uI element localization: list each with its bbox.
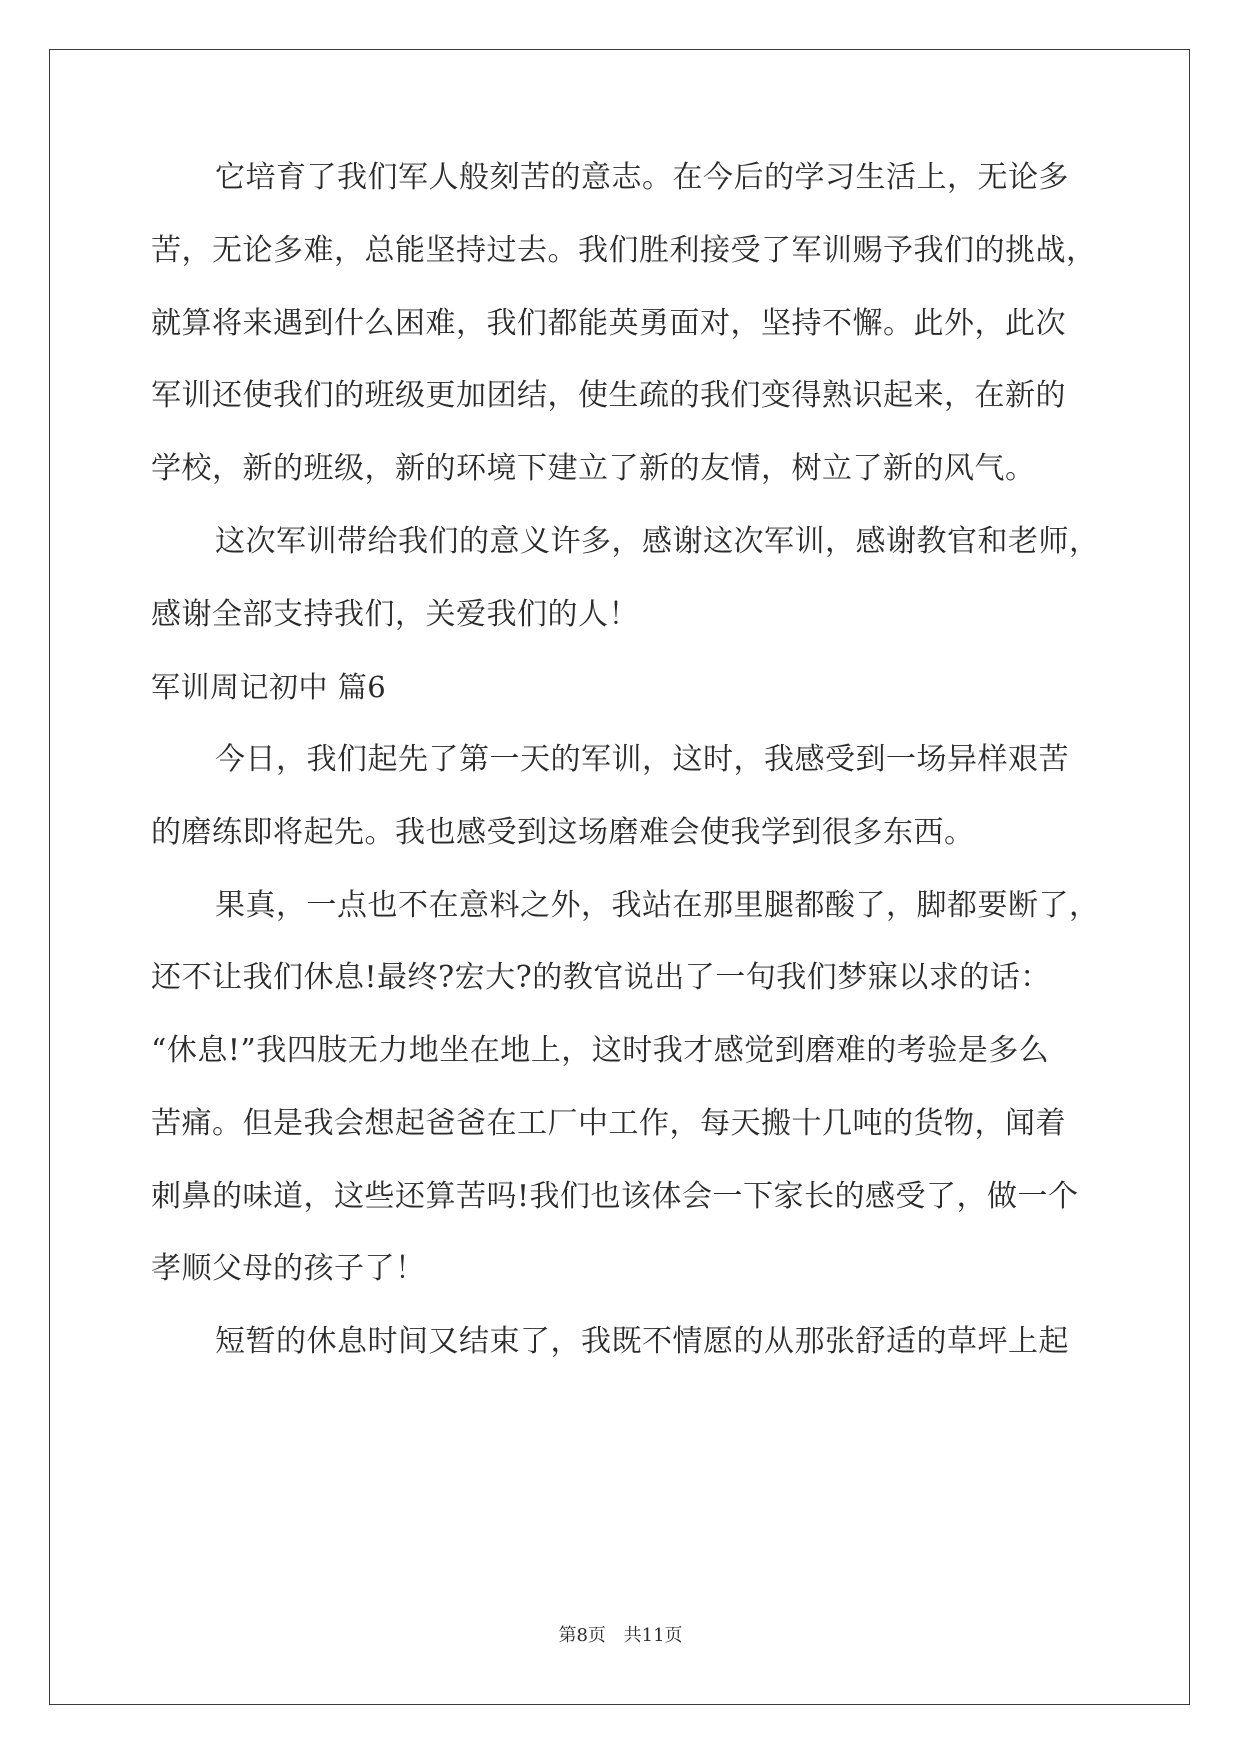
paragraph-line: 短暂的休息时间又结束了，我既不情愿的从那张舒适的草坪上起 bbox=[215, 1324, 1069, 1359]
paragraph-line: 刺鼻的味道，这些还算苦吗!我们也该体会一下家长的感受了，做一个 bbox=[151, 1179, 1079, 1214]
paragraph-line: 果真，一点也不在意料之外，我站在那里腿都酸了，脚都要断了， bbox=[215, 888, 1100, 923]
paragraph-line: 感谢全部支持我们，关爱我们的人！ bbox=[151, 597, 639, 632]
page-number: 第8页 bbox=[558, 1625, 606, 1646]
section-heading: 军训周记初中 篇6 bbox=[151, 670, 387, 704]
page-footer bbox=[0, 1625, 1241, 1647]
total-pages: 共11页 bbox=[623, 1625, 683, 1646]
paragraph-line: 今日，我们起先了第一天的军训，这时，我感受到一场异样艰苦 bbox=[215, 742, 1069, 777]
paragraph-line: 它培育了我们军人般刻苦的意志。在今后的学习生活上，无论多 bbox=[215, 160, 1069, 195]
paragraph-line: 苦，无论多难，总能坚持过去。我们胜利接受了军训赐予我们的挑战， bbox=[151, 233, 1097, 268]
paragraph-line: 孝顺父母的孩子了！ bbox=[151, 1251, 426, 1286]
paragraph-line: 军训还使我们的班级更加团结，使生疏的我们变得熟识起来，在新的 bbox=[151, 378, 1066, 413]
paragraph-line: 的磨练即将起先。我也感受到这场磨难会使我学到很多东西。 bbox=[151, 815, 975, 850]
paragraph-line: 这次军训带给我们的意义许多，感谢这次军训，感谢教官和老师， bbox=[215, 524, 1100, 559]
paragraph-line: 还不让我们休息!最终?宏大?的教官说出了一句我们梦寐以求的话： bbox=[151, 960, 1051, 995]
paragraph-line: “休息!”我四肢无力地坐在地上，这时我才感觉到磨难的考验是多么 bbox=[151, 1033, 1050, 1068]
paragraph-line: 学校，新的班级，新的环境下建立了新的友情，树立了新的风气。 bbox=[151, 451, 1036, 486]
paragraph-line: 就算将来遇到什么困难，我们都能英勇面对，坚持不懈。此外，此次 bbox=[151, 306, 1066, 341]
page-border bbox=[49, 49, 1190, 1705]
paragraph-line: 苦痛。但是我会想起爸爸在工厂中工作，每天搬十几吨的货物，闻着 bbox=[151, 1106, 1066, 1141]
